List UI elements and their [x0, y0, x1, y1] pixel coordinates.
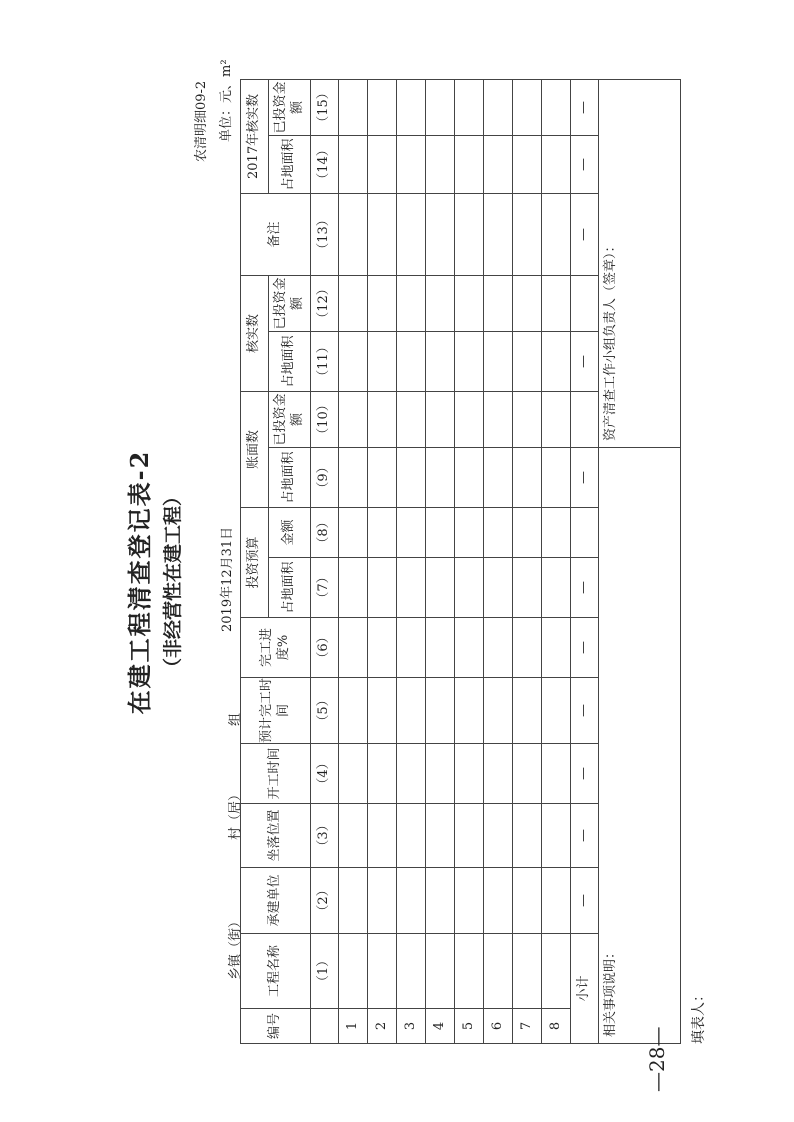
table-cell[interactable]	[397, 558, 426, 618]
table-cell[interactable]	[397, 79, 426, 135]
table-cell[interactable]	[426, 804, 455, 868]
code-cell: （6）	[311, 618, 339, 678]
dash-cell: —	[571, 744, 599, 804]
table-row	[513, 79, 542, 1043]
table-cell[interactable]	[426, 678, 455, 744]
table-cell[interactable]	[397, 744, 426, 804]
dash-cell: —	[571, 804, 599, 868]
table-cell[interactable]	[368, 868, 397, 934]
code-cell: （4）	[311, 744, 339, 804]
table-cell[interactable]	[513, 135, 542, 193]
table-cell[interactable]	[397, 193, 426, 275]
header-book-invested: 已投资金额	[269, 391, 311, 447]
table-cell[interactable]	[542, 507, 571, 557]
table-cell[interactable]	[368, 507, 397, 557]
village-label: 村（居）	[228, 787, 243, 840]
table-cell[interactable]	[426, 391, 455, 447]
table-cell[interactable]	[368, 391, 397, 447]
table-cell[interactable]	[455, 79, 484, 135]
dash-cell: —	[571, 79, 599, 135]
table-cell[interactable]	[339, 868, 368, 934]
table-cell[interactable]	[426, 618, 455, 678]
row-number: 5	[455, 1009, 484, 1044]
page-title: 在建工程清查登记表-2	[125, 449, 154, 715]
dash-cell: —	[571, 447, 599, 507]
table-cell[interactable]	[484, 193, 513, 275]
table-cell[interactable]	[513, 447, 542, 507]
table-cell[interactable]	[368, 275, 397, 331]
table-cell[interactable]	[426, 193, 455, 275]
town-label: 乡镇（街）	[228, 914, 243, 980]
table-cell[interactable]	[513, 804, 542, 868]
table-row	[542, 79, 571, 1043]
header-budget-area: 占地面积	[269, 558, 311, 618]
table-cell[interactable]	[513, 558, 542, 618]
table-cell[interactable]	[484, 275, 513, 331]
table-cell[interactable]	[542, 79, 571, 135]
leader-cell[interactable]	[599, 79, 681, 447]
table-cell[interactable]	[513, 618, 542, 678]
table-cell[interactable]	[455, 331, 484, 391]
table-cell[interactable]	[368, 135, 397, 193]
table-cell[interactable]	[542, 868, 571, 934]
table-cell[interactable]	[455, 275, 484, 331]
table-cell[interactable]	[542, 558, 571, 618]
table-cell[interactable]	[484, 135, 513, 193]
table-cell[interactable]	[368, 804, 397, 868]
table-cell[interactable]	[455, 507, 484, 557]
table-cell[interactable]	[368, 79, 397, 135]
header-start-time: 开工时间	[241, 744, 311, 804]
table-cell[interactable]	[397, 934, 426, 1009]
table-cell[interactable]	[426, 744, 455, 804]
table-cell[interactable]	[368, 934, 397, 1009]
table-cell[interactable]	[484, 79, 513, 135]
table-cell[interactable]	[455, 135, 484, 193]
table-cell[interactable]	[484, 678, 513, 744]
table-cell[interactable]	[397, 618, 426, 678]
table-cell[interactable]	[339, 744, 368, 804]
code-cell: （3）	[311, 804, 339, 868]
header-remarks: 备注	[241, 193, 311, 275]
dash-cell: —	[571, 135, 599, 193]
table-cell[interactable]	[397, 804, 426, 868]
table-cell[interactable]	[426, 934, 455, 1009]
table-cell[interactable]	[339, 678, 368, 744]
table-cell[interactable]	[542, 678, 571, 744]
unit-label: 单位：元、m²	[219, 59, 234, 142]
table-cell[interactable]	[397, 507, 426, 557]
table-cell[interactable]	[426, 447, 455, 507]
header-number: 编号	[241, 1009, 311, 1044]
subtotal-cell[interactable]	[571, 507, 599, 557]
code-cell: （13）	[311, 193, 339, 275]
header-2017-group: 2017年核实数	[241, 79, 269, 193]
header-progress: 完工进度%	[241, 618, 311, 678]
dash-cell: —	[571, 678, 599, 744]
table-cell[interactable]	[542, 391, 571, 447]
code-cell-blank	[311, 1009, 339, 1044]
table-row	[484, 79, 513, 1043]
header-book-group: 账面数	[241, 391, 269, 507]
dash-cell: —	[571, 331, 599, 391]
row-number: 8	[542, 1009, 571, 1044]
table-cell[interactable]	[542, 193, 571, 275]
page-number: —28—	[645, 1026, 669, 1092]
table-cell[interactable]	[513, 868, 542, 934]
code-cell: （11）	[311, 331, 339, 391]
header-2017-area: 占地面积	[269, 135, 311, 193]
table-cell[interactable]	[397, 135, 426, 193]
table-cell[interactable]	[455, 678, 484, 744]
table-cell[interactable]	[513, 391, 542, 447]
code-cell: （10）	[311, 391, 339, 447]
table-cell[interactable]	[513, 79, 542, 135]
table-cell[interactable]	[339, 804, 368, 868]
table-cell[interactable]	[542, 618, 571, 678]
code-cell: （7）	[311, 558, 339, 618]
table-cell[interactable]	[542, 135, 571, 193]
code-cell: （5）	[311, 678, 339, 744]
table-cell[interactable]	[368, 558, 397, 618]
table-cell[interactable]	[484, 618, 513, 678]
table-cell[interactable]	[513, 275, 542, 331]
header-budget-group: 投资预算	[241, 507, 269, 617]
table-cell[interactable]	[397, 275, 426, 331]
table-cell[interactable]	[368, 678, 397, 744]
code-cell: （2）	[311, 868, 339, 934]
row-number: 4	[426, 1009, 455, 1044]
table-cell[interactable]	[542, 934, 571, 1009]
table-cell[interactable]	[368, 618, 397, 678]
code-cell: （15）	[311, 79, 339, 135]
dash-cell: —	[571, 618, 599, 678]
header-project-name: 工程名称	[241, 934, 311, 1009]
subtotal-cell[interactable]	[571, 391, 599, 447]
table-row	[397, 79, 426, 1043]
leader-label: 资产清查工作小组负责人（签章）：	[603, 239, 618, 441]
code-row	[311, 79, 339, 1043]
header-verified-area: 占地面积	[269, 331, 311, 391]
header-verified-group: 核实数	[241, 275, 269, 391]
table-cell[interactable]	[397, 331, 426, 391]
table-cell[interactable]	[513, 934, 542, 1009]
table-cell[interactable]	[455, 618, 484, 678]
table-cell[interactable]	[513, 331, 542, 391]
table-cell[interactable]	[484, 447, 513, 507]
table-cell[interactable]	[426, 868, 455, 934]
dash-cell: —	[571, 558, 599, 618]
row-number: 6	[484, 1009, 513, 1044]
row-number: 3	[397, 1009, 426, 1044]
code-cell: （9）	[311, 447, 339, 507]
table-cell[interactable]	[397, 447, 426, 507]
table-cell[interactable]	[339, 447, 368, 507]
report-date: 2019年12月31日	[220, 526, 235, 632]
table-cell[interactable]	[339, 193, 368, 275]
header-location: 坐落位置	[241, 804, 311, 868]
header-verified-invested: 已投资金额	[269, 275, 311, 331]
table-cell[interactable]	[455, 558, 484, 618]
header-2017-invested: 已投资金额	[269, 79, 311, 135]
table-row	[368, 79, 397, 1043]
table-row	[426, 79, 455, 1043]
group-label: 组	[228, 712, 243, 726]
filler-label: 填表人：	[691, 988, 707, 1044]
table-cell[interactable]	[455, 804, 484, 868]
table-cell[interactable]	[484, 331, 513, 391]
table-cell[interactable]	[426, 331, 455, 391]
code-cell: （1）	[311, 934, 339, 1009]
notes-label: 相关事项说明：	[603, 945, 618, 1037]
table-cell[interactable]	[542, 744, 571, 804]
notes-row	[599, 79, 681, 1043]
table-row	[455, 79, 484, 1043]
row-number: 2	[368, 1009, 397, 1044]
table-cell[interactable]	[455, 744, 484, 804]
table-cell[interactable]	[513, 507, 542, 557]
table-row	[339, 79, 368, 1043]
table-cell[interactable]	[455, 447, 484, 507]
table-cell[interactable]	[484, 868, 513, 934]
table-cell[interactable]	[484, 804, 513, 868]
table-cell[interactable]	[455, 193, 484, 275]
form-number: 农清明细09-2	[194, 80, 209, 162]
header-budget-amount: 金额	[269, 507, 311, 557]
table-cell[interactable]	[484, 744, 513, 804]
table-cell[interactable]	[339, 79, 368, 135]
table-cell[interactable]	[455, 868, 484, 934]
table-cell[interactable]	[397, 868, 426, 934]
code-cell: （14）	[311, 135, 339, 193]
table-cell[interactable]	[455, 391, 484, 447]
subtotal-label: 小计	[571, 934, 599, 1044]
table-cell[interactable]	[513, 744, 542, 804]
dash-cell: —	[571, 868, 599, 934]
table-cell[interactable]	[339, 331, 368, 391]
table-cell[interactable]	[339, 507, 368, 557]
row-number: 1	[339, 1009, 368, 1044]
table-cell[interactable]	[513, 193, 542, 275]
table-cell[interactable]	[339, 558, 368, 618]
table-cell[interactable]	[368, 193, 397, 275]
subtotal-cell[interactable]	[571, 275, 599, 331]
table-cell[interactable]	[397, 391, 426, 447]
header-expected-completion: 预计完工时间	[241, 678, 311, 744]
table-cell[interactable]	[368, 331, 397, 391]
table-cell[interactable]	[455, 934, 484, 1009]
subtotal-row	[571, 79, 599, 1043]
table-cell[interactable]	[426, 135, 455, 193]
table-cell[interactable]	[368, 744, 397, 804]
table-cell[interactable]	[484, 391, 513, 447]
table-cell[interactable]	[339, 391, 368, 447]
page-subtitle: （非经营性在建工程）	[162, 487, 184, 678]
table-cell[interactable]	[426, 507, 455, 557]
table-cell[interactable]	[484, 934, 513, 1009]
header-book-area: 占地面积	[269, 447, 311, 507]
code-cell: （12）	[311, 275, 339, 331]
table-cell[interactable]	[484, 507, 513, 557]
table-cell[interactable]	[484, 558, 513, 618]
table-cell[interactable]	[542, 331, 571, 391]
row-number: 7	[513, 1009, 542, 1044]
header-builder: 承建单位	[241, 868, 311, 934]
table-cell[interactable]	[513, 678, 542, 744]
table-cell[interactable]	[542, 275, 571, 331]
table-cell[interactable]	[542, 447, 571, 507]
table-cell[interactable]	[426, 275, 455, 331]
code-cell: （8）	[311, 507, 339, 557]
table-cell[interactable]	[426, 558, 455, 618]
table-cell[interactable]	[339, 934, 368, 1009]
table-cell[interactable]	[542, 804, 571, 868]
table-cell[interactable]	[339, 275, 368, 331]
table-cell[interactable]	[426, 79, 455, 135]
table-cell[interactable]	[368, 447, 397, 507]
table-cell[interactable]	[339, 135, 368, 193]
table-cell[interactable]	[397, 678, 426, 744]
dash-cell: —	[571, 193, 599, 275]
notes-cell[interactable]	[599, 447, 681, 1043]
registration-table	[240, 81, 618, 1044]
table-cell[interactable]	[339, 618, 368, 678]
